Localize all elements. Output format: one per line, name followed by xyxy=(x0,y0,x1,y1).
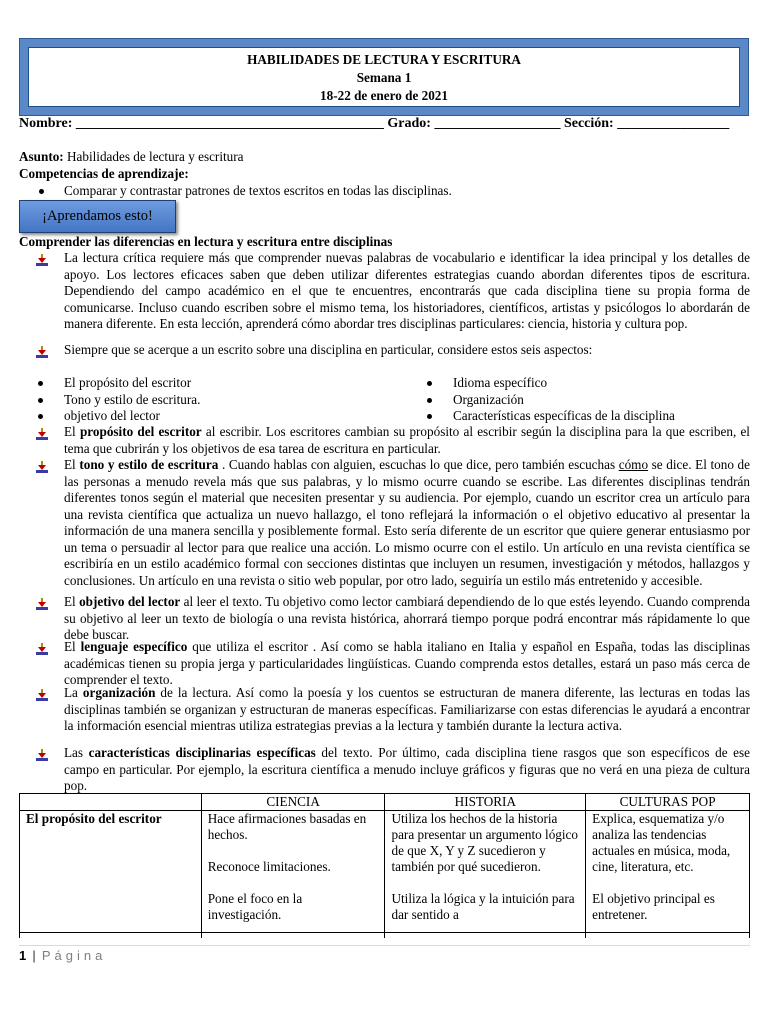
aspect-item: Idioma específico xyxy=(408,375,748,392)
table-bottom-edge xyxy=(19,932,750,933)
text-run: de la lectura. Así como la poesía y los cuentos se estructuran de manera diferente, las lecturas en todas las disciplinas también se organizan y estructuran de maneras específicas. Familiarizarse con estas diferencias le ayudará a encontrar la información esencial mientras utiliza estrategias previas a la lectura y también durante la lectura activa. xyxy=(64,685,750,733)
bold-term: propósito del escritor xyxy=(79,424,202,439)
bold-term: características disciplinarias específicas xyxy=(88,745,316,760)
ciencia-cell xyxy=(201,811,385,939)
cell-text: Reconoce limitaciones. xyxy=(207,859,331,874)
footer-divider xyxy=(19,945,750,946)
intro-paragraph: La lectura crítica requiere más que comprender nuevas palabras de vocabulario e identificar la idea principal y los detalles de apoyo. Los lectores eficaces saben que deben utilizar diferentes estrategias cuando abordan diferentes tipos de escritura. Dependiendo del campo académico en el que te encuentres, encontrarás que cada disciplina tiene su propia forma de comunicarse. Incluso cuando escriben sobre el mismo tema, los historiadores, científicos, artistas y psicólogos lo abordarán de manera diferente. En esta lección, aprenderá cómo abordar tres disciplinas particulares: ciencia, historia y cultura pop. xyxy=(64,250,750,331)
page-label: Página xyxy=(41,948,107,963)
lets-learn-button[interactable]: ¡Aprendamos esto! xyxy=(19,200,176,233)
text-run: Las xyxy=(64,745,89,760)
page-footer xyxy=(19,948,106,963)
text-run: al leer el texto. Tu objetivo como lector cambiará dependiendo de lo que estés leyendo. Cuando comprenda su objetivo al leer un texto de biología o una revista histórica, ahorrará tiempo porque podrá encontrar más rápidamente lo que debe buscar. xyxy=(64,594,750,642)
text-run: al escribir. Los escritores cambian su propósito al escribir según la disciplina para la que escriben, el tema que cubrirán y los objetivos de esa tarea de escritura en particular. xyxy=(64,424,750,456)
aspect-item: El propósito del escritor xyxy=(19,375,379,392)
week-label: Semana 1 xyxy=(356,70,412,85)
footer-separator: | xyxy=(32,948,36,963)
date-range: 18-22 de enero de 2021 xyxy=(320,88,448,103)
cell-text: Explica, esquematiza y/o analiza las tendencias actuales en música, moda, cine, literatura, etc. xyxy=(592,811,731,874)
text-run: El xyxy=(64,639,81,654)
cell-text: Pone el foco en la investigación. xyxy=(207,891,303,922)
bold-term: organización xyxy=(82,685,156,700)
text-run: que utiliza el escritor . Así como se habla italiano en Italia y español en España, todas las disciplinas académicas tienen su propia jerga y particularidades lingüísticas. Cuando comprenda estos detalles, estará un paso más cerca de comprender el texto. xyxy=(64,639,750,687)
competencies-heading: Competencias de aprendizaje: xyxy=(19,166,189,181)
text-run: se dice. El tono de las personas a menudo revela más que sus palabras, y lo mismo ocurre cuando se escribe. Las diferentes disciplinas tendrán diferentes tonos según el material que necesiten presentar y su audiencia. Por ejemplo, cuando un escritor crea un artículo para una revista científica que actualiza un nuevo hallazgo, el tono reflejará la información o el objetivo educativo al presentar la información de una manera sencilla y posiblemente formal. Esto sería diferente de un escritor que quiere generar entusiasmo por un tema o persuadir al lector para que realice una acción. Lo mismo ocurre con el estilo. Un artículo en una revista científica se escribiría en un estilo académico formal con secciones distintas que incluyen un resumen, investigación y métodos, hallazgos y conclusiones. Un artículo en una revista o sitio web popular, por otro lado, seguiría un estilo más entretenido y accesible. xyxy=(64,457,750,588)
aspect-item: Organización xyxy=(408,392,748,409)
bold-term: tono y estilo de escritura xyxy=(79,457,219,472)
section-title: Comprender las diferencias en lectura y escritura entre disciplinas xyxy=(19,234,393,249)
text-run: del texto. Por último, cada disciplina tiene rasgos que son específicos de ese campo en particular. Por ejemplo, la escritura científica a menudo incluye gráficos y figuras que no verá en una pieza de cultura pop. xyxy=(64,745,750,793)
table-row xyxy=(20,811,750,939)
text-run: La xyxy=(64,685,83,700)
page-number: 1 xyxy=(19,948,27,963)
cell-text: El objetivo principal es entretener. xyxy=(592,891,715,922)
aspect-item: Características específicas de la disciplina xyxy=(408,408,748,425)
competency-text: Comparar y contrastar patrones de textos escritos en todas las disciplinas. xyxy=(64,183,452,198)
subject-value: Habilidades de lectura y escritura xyxy=(63,149,244,164)
row-label-cell: El propósito del escritor xyxy=(20,811,202,939)
document-title: HABILIDADES DE LECTURA Y ESCRITURA xyxy=(247,52,521,67)
table-header-cell: CIENCIA xyxy=(201,794,385,811)
text-run: El xyxy=(64,424,80,439)
text-run: El xyxy=(64,594,80,609)
table-header-row xyxy=(20,794,750,811)
aspect-item: objetivo del lector xyxy=(19,408,379,425)
aspects-intro: Siempre que se acerque a un escrito sobre una disciplina en particular, considere estos seis aspectos: xyxy=(64,342,593,357)
table-header-cell: HISTORIA xyxy=(385,794,586,811)
cell-text: Utiliza la lógica y la intuición para dar sentido a xyxy=(391,891,575,922)
bold-term: objetivo del lector xyxy=(79,594,181,609)
table-header-cell xyxy=(20,794,202,811)
aspect-item: Tono y estilo de escritura. xyxy=(19,392,379,409)
comparison-table xyxy=(19,793,750,938)
bold-term: lenguaje específico xyxy=(80,639,188,654)
historia-cell xyxy=(385,811,586,939)
subject-label: Asunto: xyxy=(19,149,64,164)
text-run: . Cuando hablas con alguien, escuchas lo que dice, pero también escuchas xyxy=(218,457,619,472)
pop-cell xyxy=(586,811,750,939)
underlined-word: cómo xyxy=(618,457,649,472)
student-info-line: Nombre: ____________________________________________ Grado: __________________ Sección: ________________ xyxy=(19,116,730,131)
table-header-cell: CULTURAS POP xyxy=(586,794,750,811)
text-run: El xyxy=(64,457,80,472)
cell-text: Hace afirmaciones basadas en hechos. xyxy=(207,811,367,842)
cell-text: Utiliza los hechos de la historia para presentar un argumento lógico de que X, Y y Z sucedieron y también por qué sucedieron. xyxy=(391,811,578,874)
